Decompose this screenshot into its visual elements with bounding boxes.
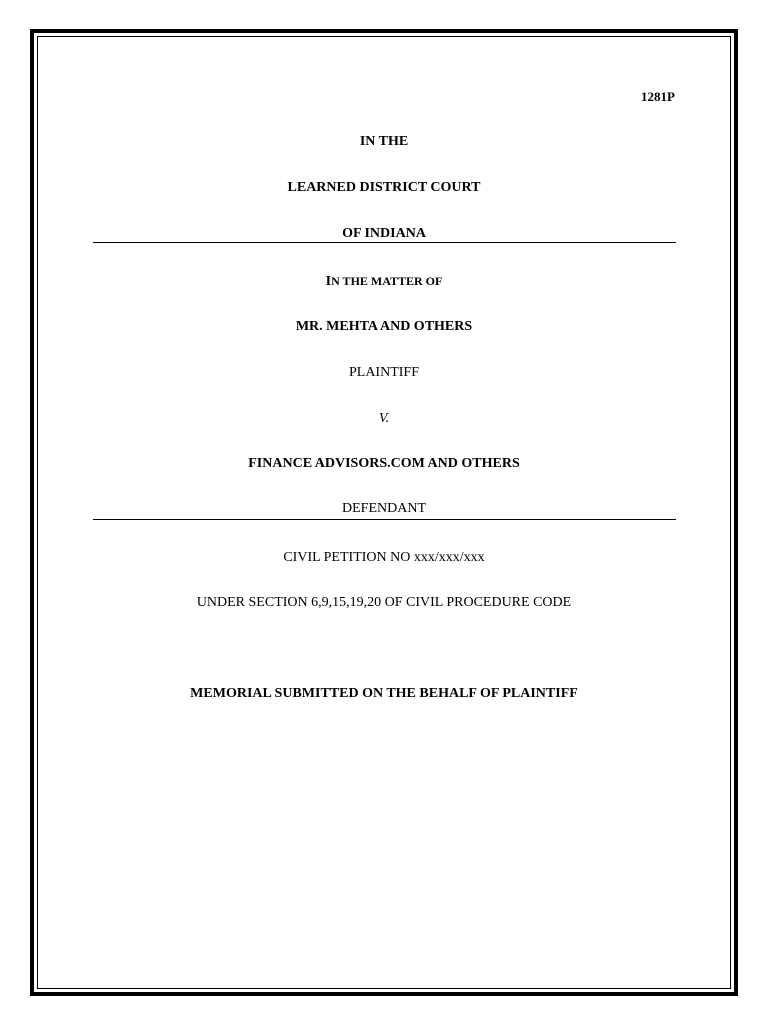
matter-heading-rest: N THE MATTER OF <box>331 274 443 288</box>
memorial-title: MEMORIAL SUBMITTED ON THE BEHALF OF PLAINTIFF <box>190 686 578 701</box>
plaintiff-label: PLAINTIFF <box>348 365 419 380</box>
document-code: 1281P <box>641 89 675 104</box>
defendant-name: FINANCE ADVISORS.COM AND OTHERS <box>248 456 520 471</box>
court-line-1: IN THE <box>359 134 409 149</box>
divider-bottom <box>93 519 676 520</box>
versus: V. <box>378 411 390 426</box>
matter-heading <box>0 272 768 291</box>
divider-top <box>93 242 676 243</box>
petition-number: CIVIL PETITION NO xxx/xxx/xxx <box>283 550 485 565</box>
court-line-2: LEARNED DISTRICT COURT <box>287 180 481 195</box>
matter-heading-initial: I <box>325 274 332 289</box>
section-reference: UNDER SECTION 6,9,15,19,20 OF CIVIL PROCEDURE CODE <box>196 595 572 610</box>
plaintiff-name: MR. MEHTA AND OTHERS <box>295 319 473 334</box>
defendant-label: DEFENDANT <box>342 501 426 516</box>
court-line-3: OF INDIANA <box>342 226 426 241</box>
